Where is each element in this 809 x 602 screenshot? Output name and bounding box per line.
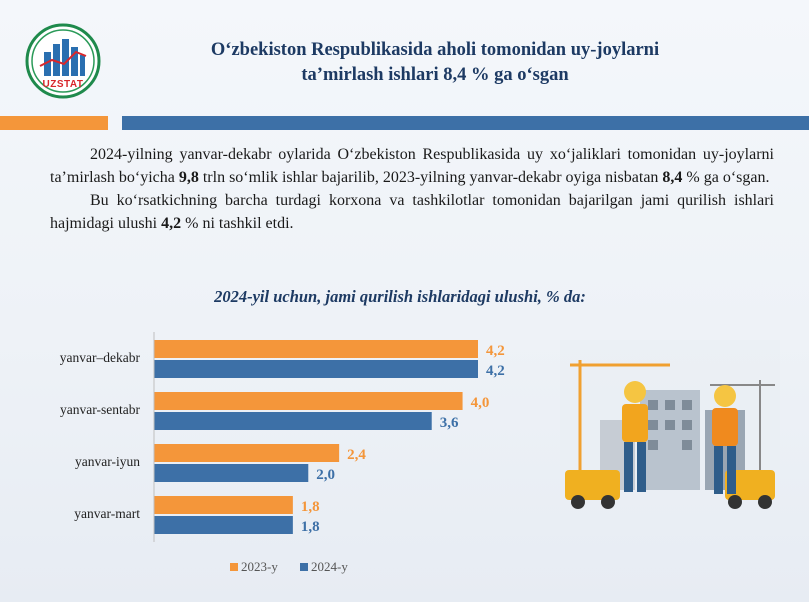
construction-workers-illustration <box>560 340 780 520</box>
title-line-1: O‘zbekiston Respublikasida aholi tomonidan uy-joylarni <box>210 40 660 60</box>
data-label: 2,4 <box>347 447 366 463</box>
bar-2024-y <box>154 412 432 430</box>
bar-2024-y <box>154 464 308 482</box>
title-line-2: ta’mirlash ishlari 8,4 % ga o‘sgan <box>301 65 569 85</box>
intro-p2-text-a: Bu ko‘rsatkichning barcha turdagi korxona va tashkilotlar tomonidan bajarilgan jami qurilish ishlari hajmidagi ulushi <box>50 192 774 232</box>
data-label: 4,2 <box>486 343 505 359</box>
category-label: yanvar-iyun <box>75 454 140 469</box>
intro-p1-text-c: trln so‘mlik ishlar bajarilib, 2023-yilning yanvar-dekabr oyiga nisbatan <box>198 169 663 186</box>
intro-paragraph-2 <box>50 189 774 235</box>
data-label: 1,8 <box>300 519 320 535</box>
category-label: yanvar–dekabr <box>59 350 140 365</box>
data-label: 2,0 <box>316 467 336 483</box>
bar-2024-y <box>154 516 293 534</box>
intro-p2-value-share: 4,2 <box>161 215 182 232</box>
data-label: 4,0 <box>470 395 490 411</box>
chart-title: 2024-yil uchun, jami qurilish ishlaridagi ulushi, % da: <box>214 287 586 306</box>
bar-2024-y <box>154 360 478 378</box>
intro-paragraph-1 <box>50 143 774 189</box>
bar-2023-y <box>154 444 339 462</box>
bar-2023-y <box>154 392 463 410</box>
bar-2023-y <box>154 496 293 514</box>
page-title <box>110 38 760 88</box>
intro-p1-value-volume: 9,8 <box>178 169 199 186</box>
data-label: 1,8 <box>300 499 320 515</box>
category-label: yanvar-mart <box>74 506 140 521</box>
legend-label: 2024-y <box>311 559 348 574</box>
data-label: 3,6 <box>439 415 459 431</box>
intro-p1-value-growth: 8,4 <box>662 169 683 186</box>
intro-p1-text-a: 2024-yilning yanvar-dekabr oylarida O‘zbekiston Respublikasida uy xo‘jaliklari tomonidan uy-joylarni ta’mirlash bo‘yicha <box>50 146 774 186</box>
legend-swatch <box>300 563 308 571</box>
data-label: 4,2 <box>486 363 505 379</box>
bar-chart <box>0 320 560 590</box>
intro-text <box>50 143 774 235</box>
logo-text: UZSTAT <box>42 79 84 90</box>
decorative-orange-bar <box>0 116 108 130</box>
bar-2023-y <box>154 340 478 358</box>
legend-swatch <box>230 563 238 571</box>
intro-p2-text-c: % ni tashkil etdi. <box>181 215 294 232</box>
intro-p1-text-e: % ga o‘sgan. <box>682 169 770 186</box>
legend-label: 2023-y <box>241 559 278 574</box>
category-label: yanvar-sentabr <box>60 402 140 417</box>
decorative-blue-bar <box>122 116 809 130</box>
